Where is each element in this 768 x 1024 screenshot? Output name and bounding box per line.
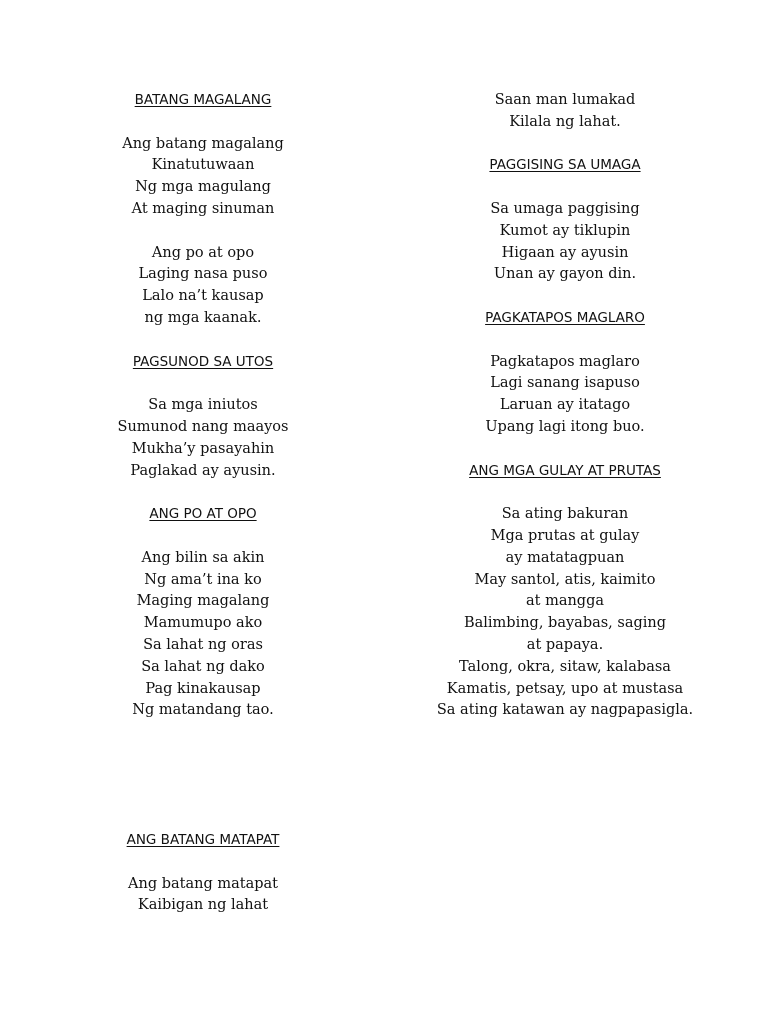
poem-line: Balimbing, bayabas, saging bbox=[463, 615, 667, 632]
poem-line: Paglakad ay ayusin. bbox=[130, 462, 276, 479]
poem-line: Saan man lumakad bbox=[494, 92, 636, 108]
poem-line: Mukha’y pasayahin bbox=[131, 440, 275, 457]
poem-line: Unan ay gayon din. bbox=[493, 266, 637, 283]
poem-title-pagkatapos-maglaro: PAGKATAPOS MAGLARO bbox=[485, 309, 645, 326]
poem-line: Sa ating bakuran bbox=[501, 506, 629, 523]
poem-line: Sa lahat ng oras bbox=[143, 636, 263, 653]
bottom-column bbox=[93, 830, 313, 917]
poem-line: Kinatutuwaan bbox=[151, 157, 255, 174]
poem-line: Lagi sanang isapuso bbox=[490, 375, 640, 392]
poem-line: Laruan ay itatago bbox=[499, 397, 631, 414]
poem-line: Ang bilin sa akin bbox=[141, 549, 265, 566]
poem-line: ng mga kaanak. bbox=[144, 309, 262, 326]
poem-line: Ang batang matapat bbox=[128, 875, 278, 892]
poem-line: Higaan ay ayusin bbox=[501, 244, 629, 261]
poem-line: Mga prutas at gulay bbox=[490, 527, 640, 544]
poem-line: Talong, okra, sitaw, kalabasa bbox=[459, 658, 671, 675]
poem-line: Mamumupo ako bbox=[143, 615, 263, 632]
poem-line: At maging sinuman bbox=[131, 200, 275, 217]
poem-line: Sa umaga paggising bbox=[490, 200, 640, 217]
poem-title-pagsunod-sa-utos: PAGSUNOD SA UTOS bbox=[132, 353, 274, 370]
poem-line: May santol, atis, kaimito bbox=[474, 571, 656, 588]
poem-title-paggising-sa-umaga: PAGGISING SA UMAGA bbox=[489, 157, 641, 174]
poem-line: Upang lagi itong buo. bbox=[485, 418, 645, 435]
poem-line: Maging magalang bbox=[136, 593, 270, 610]
poem-line: Ng mga magulang bbox=[135, 179, 271, 196]
poem-line: Pag kinakausap bbox=[145, 680, 261, 697]
poem-line: at mangga bbox=[525, 593, 605, 610]
poem-title-ang-po-at-opo: ANG PO AT OPO bbox=[149, 506, 257, 523]
poem-line: Laging nasa puso bbox=[138, 266, 268, 283]
poem-title-ang-batang-matapat: ANG BATANG MATAPAT bbox=[126, 832, 280, 848]
poem-line: Kamatis, petsay, upo at mustasa bbox=[446, 680, 684, 697]
poem-line: Sa ating katawan ay nagpapasigla. bbox=[436, 702, 694, 719]
poem-line: Kaibigan ng lahat bbox=[137, 897, 269, 914]
poem-line: Sumunod nang maayos bbox=[117, 418, 289, 435]
poem-line: Kumot ay tiklupin bbox=[499, 222, 631, 239]
poem-line: Sa mga iniutos bbox=[148, 397, 258, 414]
poem-line: Sa lahat ng dako bbox=[141, 658, 265, 675]
left-column bbox=[93, 90, 313, 722]
poem-title-batang-magalang: BATANG MAGALANG bbox=[134, 92, 272, 108]
poem-line: Ng ama’t ina ko bbox=[144, 571, 262, 588]
poem-line: Ng matandang tao. bbox=[132, 702, 274, 719]
poem-line: Lalo na’t kausap bbox=[142, 288, 264, 305]
poem-line: Ang po at opo bbox=[151, 244, 255, 261]
poem-line: ay matatagpuan bbox=[505, 549, 625, 566]
poem-line: at papaya. bbox=[526, 636, 604, 653]
poem-line: Pagkatapos maglaro bbox=[490, 353, 640, 370]
poem-line: Kilala ng lahat. bbox=[509, 113, 621, 130]
right-column bbox=[425, 90, 705, 722]
poem-title-ang-mga-gulay-at-prutas: ANG MGA GULAY AT PRUTAS bbox=[469, 462, 661, 479]
poem-line: Ang batang magalang bbox=[122, 135, 284, 152]
